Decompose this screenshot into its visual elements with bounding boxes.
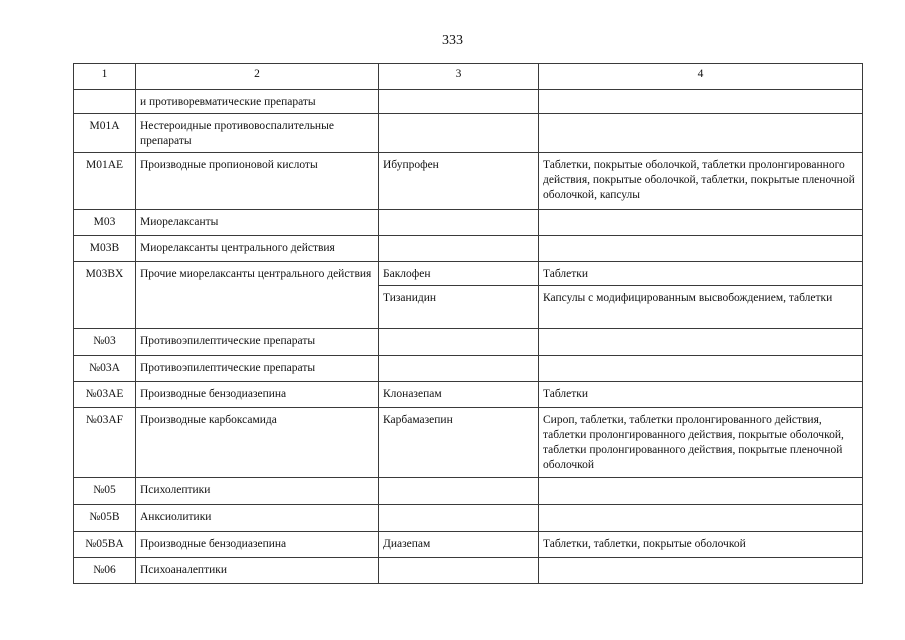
- dosage-form-cell: [539, 114, 863, 153]
- drug-name-cell: [379, 558, 539, 584]
- group-name-cell: Противоэпилептические препараты: [136, 356, 379, 382]
- column-number-3: 3: [379, 64, 539, 90]
- atc-code-cell: №03AF: [74, 408, 136, 478]
- drug-name-cell: Баклофен: [379, 262, 539, 286]
- dosage-form-cell: Таблетки, таблетки, покрытые оболочкой: [539, 532, 863, 558]
- group-name-cell: Производные бензодиазепина: [136, 382, 379, 408]
- drug-name-cell: Карбамазепин: [379, 408, 539, 478]
- group-name-cell: Производные бензодиазепина: [136, 532, 379, 558]
- group-name-cell: Прочие миорелаксанты центрального действия: [136, 262, 379, 329]
- atc-code-cell: №05BA: [74, 532, 136, 558]
- table-row: [74, 210, 863, 236]
- atc-code-cell: №03A: [74, 356, 136, 382]
- group-name-cell: Психоаналептики: [136, 558, 379, 584]
- group-name-cell: Анксиолитики: [136, 505, 379, 532]
- column-number-1: 1: [74, 64, 136, 90]
- group-name-cell: Производные пропионовой кислоты: [136, 153, 379, 210]
- dosage-form-cell: [539, 90, 863, 114]
- group-name-cell: Нестероидные противовоспалительные препараты: [136, 114, 379, 153]
- drug-name-cell: [379, 505, 539, 532]
- group-name-cell: Психолептики: [136, 478, 379, 505]
- group-name-cell: Производные карбоксамида: [136, 408, 379, 478]
- drug-name-cell: [379, 478, 539, 505]
- table-header-row: [74, 64, 863, 90]
- atc-code-cell: №05B: [74, 505, 136, 532]
- dosage-form-cell: [539, 558, 863, 584]
- table-row: [74, 505, 863, 532]
- group-name-cell: Миорелаксанты: [136, 210, 379, 236]
- dosage-form-cell: [539, 505, 863, 532]
- dosage-form-cell: [539, 356, 863, 382]
- dosage-form-cell: [539, 236, 863, 262]
- dosage-form-cell: Таблетки: [539, 382, 863, 408]
- drug-name-cell: Тизанидин: [379, 286, 539, 329]
- table-row: [74, 236, 863, 262]
- atc-code-cell: M03B: [74, 236, 136, 262]
- table-row: [74, 153, 863, 210]
- dosage-form-cell: Сироп, таблетки, таблетки пролонгированного действия, таблетки пролонгированного действия, покрытые оболочкой, таблетки пролонгированного действия, покрытые пленочной оболочкой: [539, 408, 863, 478]
- atc-code-cell: M01A: [74, 114, 136, 153]
- group-name-cell: Противоэпилептические препараты: [136, 329, 379, 356]
- column-number-2: 2: [136, 64, 379, 90]
- dosage-form-cell: [539, 478, 863, 505]
- drug-name-cell: [379, 356, 539, 382]
- dosage-form-cell: [539, 210, 863, 236]
- atc-code-cell: №06: [74, 558, 136, 584]
- drug-name-cell: Диазепам: [379, 532, 539, 558]
- dosage-form-cell: [539, 329, 863, 356]
- atc-code-cell: №05: [74, 478, 136, 505]
- page-number: 333: [442, 33, 463, 48]
- atc-code-cell: M01AE: [74, 153, 136, 210]
- drug-name-cell: [379, 210, 539, 236]
- group-name-cell: Миорелаксанты центрального действия: [136, 236, 379, 262]
- drug-name-cell: [379, 329, 539, 356]
- table-row: [74, 382, 863, 408]
- drug-name-cell: Клоназепам: [379, 382, 539, 408]
- dosage-form-cell: Таблетки: [539, 262, 863, 286]
- group-name-cell: и противоревматические препараты: [136, 90, 379, 114]
- drug-name-cell: [379, 114, 539, 153]
- atc-code-cell: M03: [74, 210, 136, 236]
- atc-code-cell: [74, 90, 136, 114]
- table-row: [74, 114, 863, 153]
- column-number-4: 4: [539, 64, 863, 90]
- drug-classification-table: [73, 63, 863, 584]
- table-row: [74, 329, 863, 356]
- dosage-form-cell: Таблетки, покрытые оболочкой, таблетки пролонгированного действия, покрытые оболочкой, таблетки, покрытые пленочной оболочкой, капсулы: [539, 153, 863, 210]
- table-row: [74, 558, 863, 584]
- atc-code-cell: M03BX: [74, 262, 136, 329]
- table-row: [74, 90, 863, 114]
- atc-code-cell: №03AE: [74, 382, 136, 408]
- table-row: [74, 262, 863, 286]
- drug-name-cell: Ибупрофен: [379, 153, 539, 210]
- atc-code-cell: №03: [74, 329, 136, 356]
- drug-name-cell: [379, 236, 539, 262]
- dosage-form-cell: Капсулы с модифицированным высвобождением, таблетки: [539, 286, 863, 329]
- table-row: [74, 408, 863, 478]
- table-row: [74, 532, 863, 558]
- table-row: [74, 356, 863, 382]
- drug-name-cell: [379, 90, 539, 114]
- table-row: [74, 478, 863, 505]
